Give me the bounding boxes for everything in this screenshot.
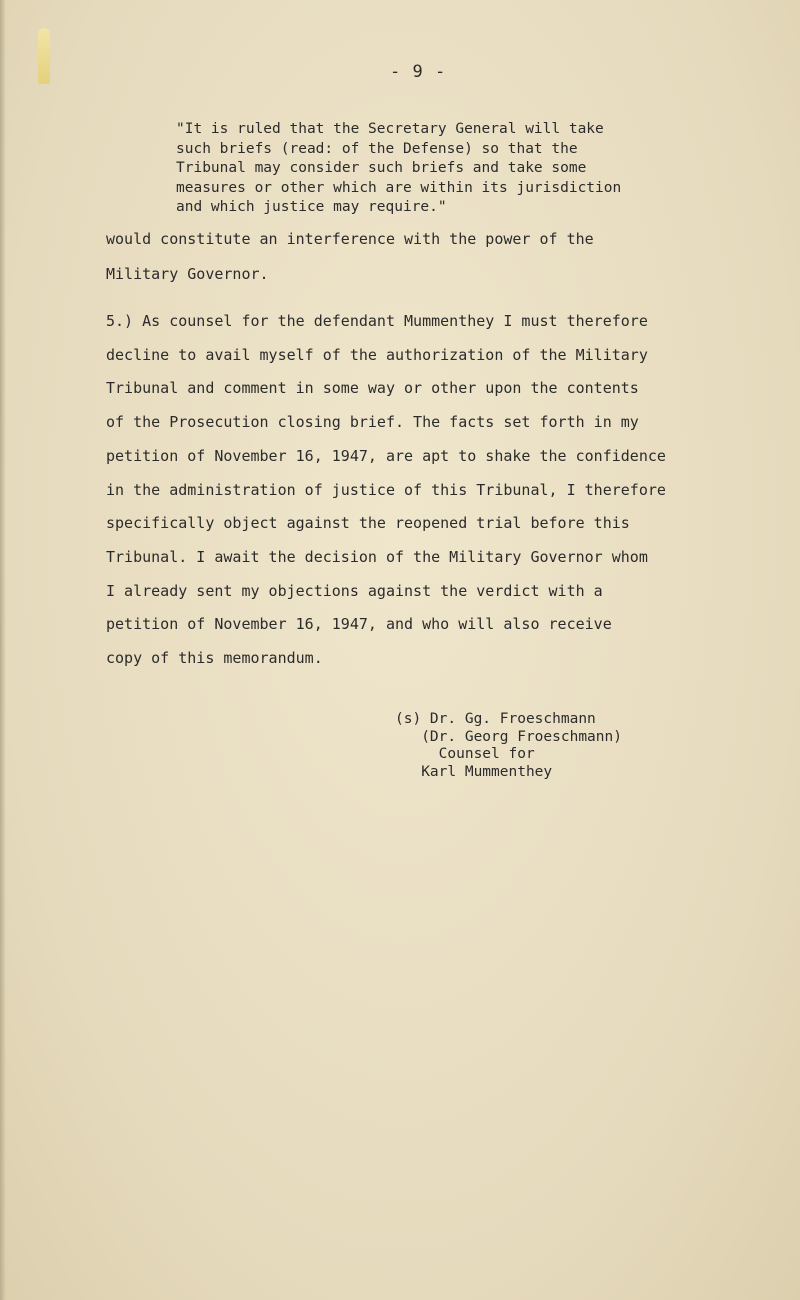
text-line: copy of this memorandum.	[106, 649, 323, 668]
quote-line: "It is ruled that the Secretary General will take	[176, 121, 604, 137]
text-line: would constitute an interference with the power of the	[106, 230, 594, 248]
text-line: Tribunal. I await the decision of the Military Governor whom	[106, 547, 648, 566]
quote-line: such briefs (read: of the Defense) so that the	[176, 140, 578, 157]
signature-line: Counsel for	[395, 746, 535, 762]
text-line: Tribunal and comment in some way or other upon the contents	[106, 379, 639, 398]
text-line: petition of November 16, 1947, and who will also receive	[106, 615, 612, 634]
page-edge-shadow	[0, 0, 6, 1300]
paper-clip-mark	[38, 28, 50, 84]
text-line: petition of November 16, 1947, are apt to shake the confidence	[106, 446, 666, 465]
quote-line: measures or other which are within its jurisdiction	[176, 179, 622, 196]
text-line: of the Prosecution closing brief. The facts set forth in my	[106, 413, 639, 432]
quote-line: and which justice may require."	[176, 199, 447, 215]
page-number: - 9 -	[390, 62, 447, 82]
text-line: 5.) As counsel for the defendant Mummenthey I must therefore	[106, 312, 648, 330]
signature-line: Karl Mummenthey	[395, 763, 553, 780]
signature-line: (s) Dr. Gg. Froeschmann	[395, 711, 596, 727]
text-line: I already sent my objections against the verdict with a	[106, 581, 603, 600]
text-line: in the administration of justice of this Tribunal, I therefore	[106, 480, 666, 499]
text-line: decline to avail myself of the authorization of the Military	[106, 345, 648, 364]
paragraph-5	[106, 305, 746, 676]
text-line: specifically object against the reopened trial before this	[106, 514, 630, 533]
quoted-ruling	[176, 120, 716, 218]
signature-block	[395, 711, 622, 781]
text-line: Military Governor.	[106, 265, 269, 283]
quote-line: Tribunal may consider such briefs and take some	[176, 160, 587, 176]
signature-line: (Dr. Georg Froeschmann)	[395, 728, 622, 745]
paragraph-continuation	[106, 222, 746, 292]
